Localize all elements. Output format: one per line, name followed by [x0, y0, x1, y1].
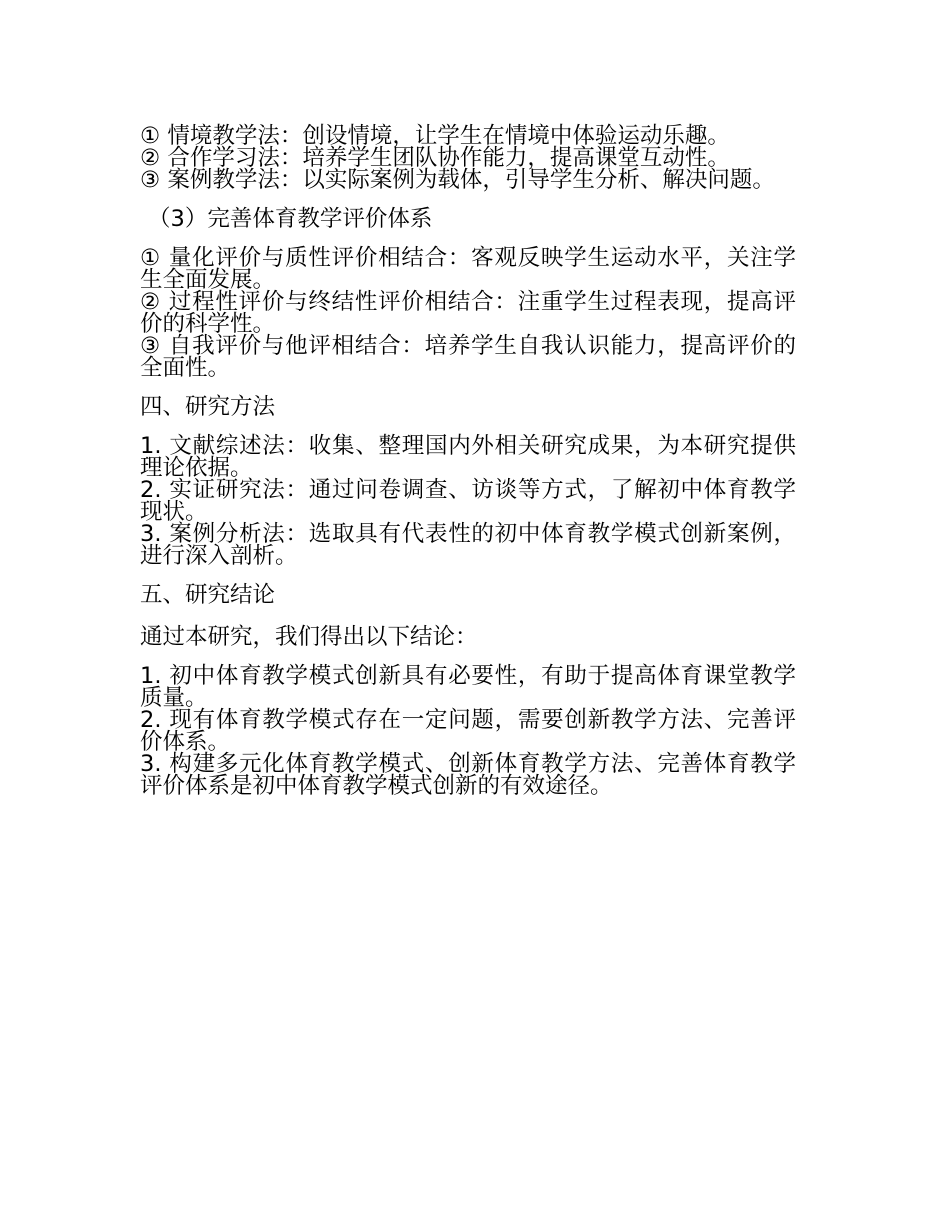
teaching-methods-list [140, 125, 796, 191]
section-heading-conclusion: 五、研究结论 [140, 582, 276, 608]
list-item: 1. 文献综述法：收集、整理国内外相关研究成果，为本研究提供理论依据。 [140, 433, 796, 481]
list-item: ② 合作学习法：培养学生团队协作能力，提高课堂互动性。 [140, 145, 730, 171]
evaluation-list [140, 247, 796, 379]
list-item: 1. 初中体育教学模式创新具有必要性，有助于提高体育课堂教学质量。 [140, 663, 796, 711]
list-item: ② 过程性评价与终结性评价相结合：注重学生过程表现，提高评价的科学性。 [140, 289, 796, 337]
list-item: 3. 案例分析法：选取具有代表性的初中体育教学模式创新案例，进行深入剖析。 [140, 521, 796, 569]
research-methods-list [140, 435, 796, 567]
list-item: ③ 自我评价与他评相结合：培养学生自我认识能力，提高评价的全面性。 [140, 333, 796, 381]
section-heading-evaluation: （3）完善体育教学评价体系 [148, 206, 433, 232]
list-item: 2. 实证研究法：通过问卷调查、访谈等方式，了解初中体育教学现状。 [140, 477, 796, 525]
conclusion-list [140, 665, 796, 797]
list-item: ③ 案例教学法：以实际案例为载体，引导学生分析、解决问题。 [140, 167, 775, 193]
list-item: 3. 构建多元化体育教学模式、创新体育教学方法、完善体育教学评价体系是初中体育教学模式创新的有效途径。 [140, 751, 796, 799]
list-item: ① 量化评价与质性评价相结合：客观反映学生运动水平，关注学生全面发展。 [140, 245, 796, 293]
list-item: 2. 现有体育教学模式存在一定问题，需要创新教学方法、完善评价体系。 [140, 707, 796, 755]
section-heading-methods: 四、研究方法 [140, 394, 276, 420]
document-page [140, 125, 796, 797]
list-item: ① 情境教学法：创设情境，让学生在情境中体验运动乐趣。 [140, 123, 730, 149]
conclusion-intro: 通过本研究，我们得出以下结论： [140, 624, 478, 650]
